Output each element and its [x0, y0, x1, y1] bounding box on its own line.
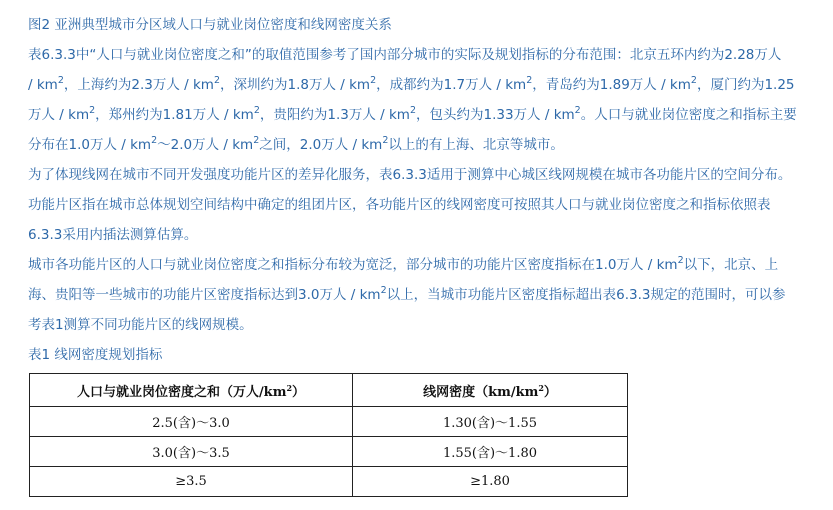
table-row	[30, 407, 628, 437]
figure-caption: 图2 亚洲典型城市分区域人口与就业岗位密度和线网密度关系	[28, 17, 392, 33]
text-span: ，青岛约为1.89万人 / km	[532, 77, 691, 93]
text-span: 以下，北京、上	[683, 257, 779, 273]
table-row	[30, 437, 628, 467]
table-cell: 3.0(含)～3.5	[30, 437, 353, 467]
text-span: ，厦门约为1.25	[696, 77, 795, 93]
superscript: 2	[677, 255, 684, 266]
table-cell: 2.5(含)～3.0	[30, 407, 353, 437]
superscript: 2	[213, 75, 220, 86]
header-density-sum: 人口与就业岗位密度之和（万人$/km^2$）	[30, 374, 353, 407]
text-span: 。人口与就业岗位密度之和指标主要	[580, 107, 797, 123]
table-row	[30, 467, 628, 497]
text-span: 城市各功能片区的人口与就业岗位密度之和指标分布较为宽泛，部分城市的功能片区密度指标在1.0万人 / km	[28, 257, 678, 273]
text-span: ，成都约为1.7万人 / km	[376, 77, 527, 93]
text-span: ～2.0万人 / km	[157, 137, 254, 153]
header-network-density: 线网密度$(km/km^2)$	[353, 374, 628, 407]
table-cell: 1.55(含)～1.80	[353, 437, 628, 467]
superscript: 2	[380, 285, 387, 296]
text-span: ，深圳约为1.8万人 / km	[219, 77, 371, 93]
superscript: 2	[89, 105, 96, 116]
table-cell: ≥1.80	[353, 467, 628, 497]
superscript: 2	[370, 75, 377, 86]
text-span: 以上，当城市功能片区密度指标超出表6.3.3规定的范围时，可以参	[386, 287, 786, 303]
superscript: 2	[382, 135, 389, 146]
superscript: 2	[151, 135, 158, 146]
text-span: ，上海约为2.3万人 / km	[63, 77, 214, 93]
table-cell: ≥3.5	[30, 467, 353, 497]
text-span: 表6.3.3中“人口与就业岗位密度之和”的取值范围参考了国内部分城市的实际及规划指标的分布范围：北京五环内约为2.28万人	[28, 47, 782, 63]
superscript: 2	[690, 75, 697, 86]
paragraph-functional-zone	[28, 190, 823, 250]
text-span: 考表1测算不同功能片区的线网规模。	[28, 317, 253, 333]
document-body	[28, 10, 823, 370]
text-span: 万人 / km	[28, 107, 90, 123]
text-span: 功能片区指在城市总体规划空间结构中确定的组团片区，各功能片区的线网密度可按照其人口与就业岗位密度之和指标依照表	[28, 197, 771, 213]
density-table	[29, 373, 628, 497]
paragraph-differentiation: 为了体现线网在城市不同开发强度功能片区的差异化服务，表6.3.3适用于测算中心城区线网规模在城市各功能片区的空间分布。	[28, 167, 792, 183]
superscript: 2	[253, 135, 260, 146]
superscript: 2	[574, 105, 581, 116]
text-span: ，包头约为1.33万人 / km	[416, 107, 575, 123]
table-header-row	[30, 374, 628, 407]
superscript: 2	[409, 105, 416, 116]
text-span: 以上的有上海、北京等城市。	[388, 137, 564, 153]
superscript: 2	[253, 105, 260, 116]
table-caption: 表1 线网密度规划指标	[28, 347, 163, 363]
text-span: ，贵阳约为1.3万人 / km	[259, 107, 410, 123]
text-span: 海、贵阳等一些城市的功能片区密度指标达到3.0万人 / km	[28, 287, 381, 303]
superscript: 2	[526, 75, 533, 86]
text-span: 分布在1.0万人 / km	[28, 137, 152, 153]
text-span: 之间，2.0万人 / km	[259, 137, 383, 153]
text-span: ，郑州约为1.81万人 / km	[95, 107, 254, 123]
text-span: 6.3.3采用内插法测算估算。	[28, 227, 198, 243]
paragraph-zone-range	[28, 250, 823, 340]
text-span: / km	[28, 77, 58, 93]
superscript: 2	[57, 75, 64, 86]
table-cell: 1.30(含)～1.55	[353, 407, 628, 437]
paragraph-density-reference	[28, 40, 823, 160]
